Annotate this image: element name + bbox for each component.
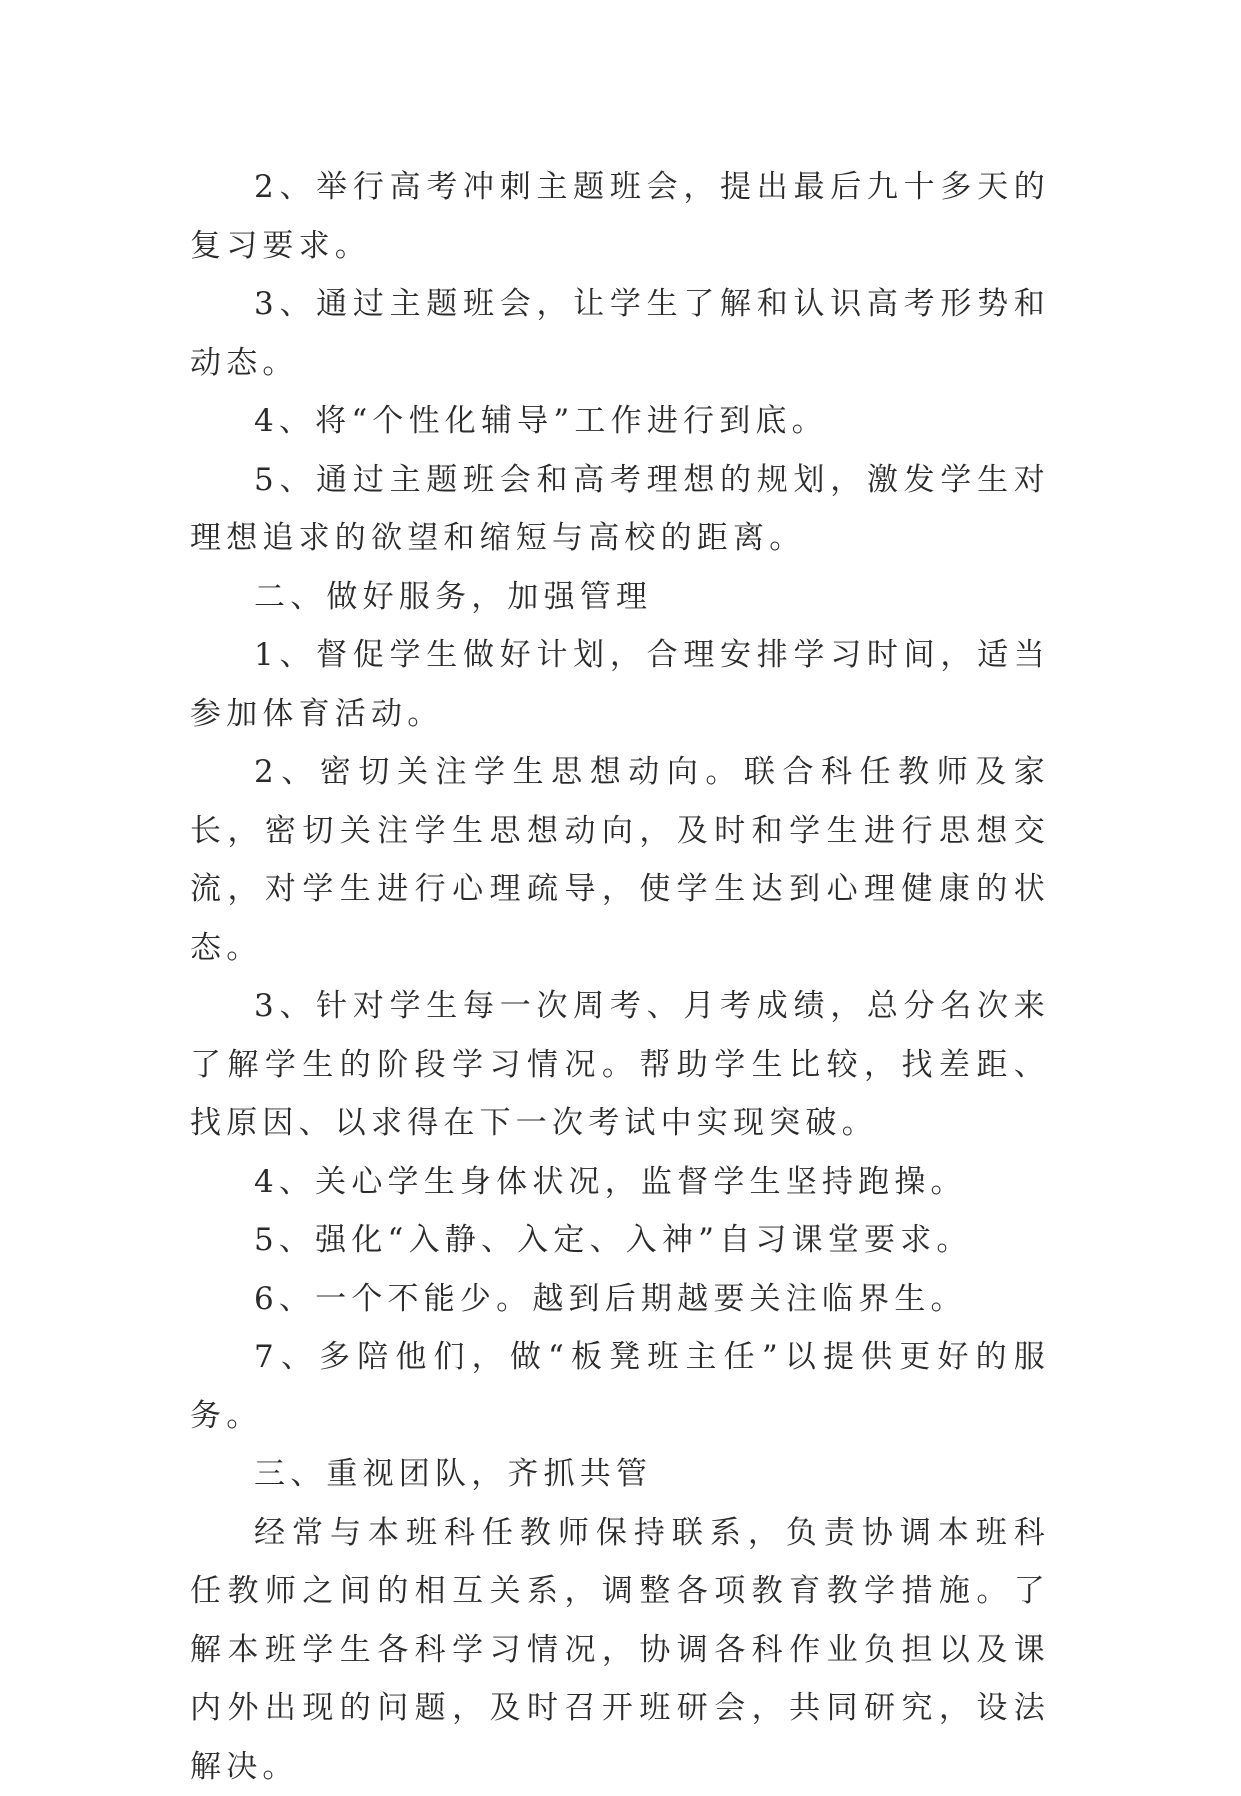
document-body bbox=[190, 158, 1050, 1796]
paragraph-study-plan: 1、督促学生做好计划，合理安排学习时间，适当参加体育活动。 bbox=[190, 626, 1050, 743]
paragraph-self-study: 5、强化“入静、入定、入神”自习课堂要求。 bbox=[190, 1211, 1050, 1270]
paragraph-better-service: 7、多陪他们，做“板凳班主任”以提供更好的服务。 bbox=[190, 1328, 1050, 1445]
paragraph-borderline-students: 6、一个不能少。越到后期越要关注临界生。 bbox=[190, 1270, 1050, 1329]
paragraph-teacher-coordination: 经常与本班科任教师保持联系，负责协调本班科任教师之间的相互关系，调整各项教育教学措施。了解本班学生各科学习情况，协调各科作业负担以及课内外出现的问题，及时召开班研会，共同研究，设法解决。 bbox=[190, 1504, 1050, 1796]
paragraph-physical-health: 4、关心学生身体状况，监督学生坚持跑操。 bbox=[190, 1153, 1050, 1212]
paragraph-exam-results: 3、针对学生每一次周考、月考成绩，总分名次来了解学生的阶段学习情况。帮助学生比较，找差距、找原因、以求得在下一次考试中实现突破。 bbox=[190, 977, 1050, 1153]
paragraph-ideal-planning: 5、通过主题班会和高考理想的规划，激发学生对理想追求的欲望和缩短与高校的距离。 bbox=[190, 451, 1050, 568]
paragraph-student-thoughts: 2、密切关注学生思想动向。联合科任教师及家长，密切关注学生思想动向，及时和学生进行思想交流，对学生进行心理疏导，使学生达到心理健康的状态。 bbox=[190, 743, 1050, 977]
section-heading-teamwork: 三、重视团队，齐抓共管 bbox=[190, 1445, 1050, 1504]
paragraph-exam-situation: 3、通过主题班会，让学生了解和认识高考形势和动态。 bbox=[190, 275, 1050, 392]
paragraph-personalized-tutoring: 4、将“个性化辅导”工作进行到底。 bbox=[190, 392, 1050, 451]
section-heading-service-management: 二、做好服务，加强管理 bbox=[190, 568, 1050, 627]
paragraph-review-requirements: 2、举行高考冲刺主题班会，提出最后九十多天的复习要求。 bbox=[190, 158, 1050, 275]
